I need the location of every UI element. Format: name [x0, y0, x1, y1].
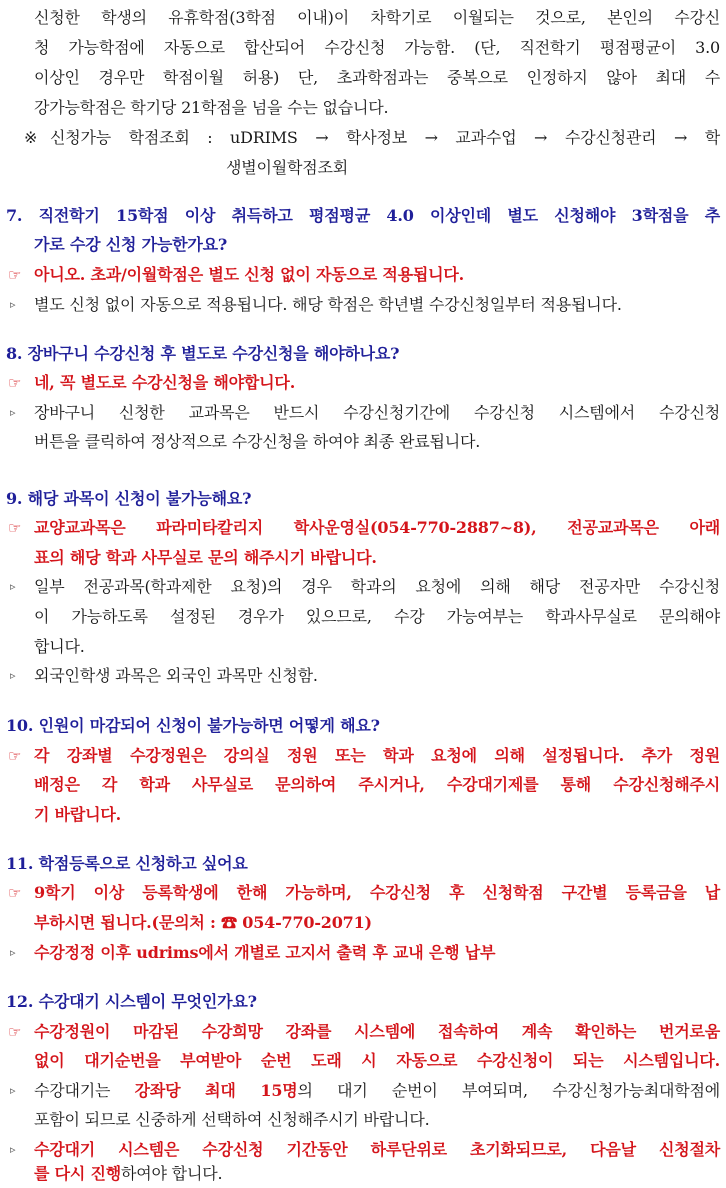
bullet-icon: ▹: [10, 298, 16, 311]
bullet-icon: ▹: [10, 580, 16, 593]
bullet-highlight: 강좌당 최대 15명: [134, 1081, 298, 1100]
answer-text: 부하시면 됩니다.(문의처 : ☎ 054-770-2071): [34, 913, 372, 932]
hand-pointer-icon: ☞: [8, 884, 22, 902]
bullet-highlight: 수강대기 시스템은 수강신청 기간동안 하루단위로 초기화되므로, 다음날 신청절차: [34, 1140, 720, 1159]
bullet-text-post: 의 대기 순번이 부여되며, 수강신청가능최대학점에: [297, 1081, 720, 1100]
answer-text: 교양교과목은 파라미타칼리지 학사운영실(054-770-2887~8), 전공교과목은 아래: [34, 518, 720, 537]
bullet-icon: ▹: [10, 406, 16, 419]
question-title: 8. 장바구니 수강신청 후 별도로 수강신청을 해야하나요?: [6, 344, 400, 363]
bullet-text: [34, 1162, 720, 1186]
answer-text: 배정은 각 학과 사무실로 문의하여 주시거나, 수강대기제를 통해 수강신청해주시: [34, 775, 720, 794]
intro-line: 이상인 경우만 학점이월 허용) 단, 초과학점과는 중복으로 인정하지 않아 최대 수: [34, 68, 720, 87]
note-text: 신청가능 학점조회 : uDRIMS → 학사정보 → 교과수업 → 수강신청관리 → 학: [50, 128, 720, 147]
bullet-text: 이 가능하도록 설정된 경우가 있으므로, 수강 가능여부는 학과사무실로 문의해야: [34, 607, 720, 626]
bullet-text: 장바구니 신청한 교과목은 반드시 수강신청기간에 수강신청 시스템에서 수강신청: [34, 403, 720, 422]
question-title: 가로 수강 신청 가능한가요?: [34, 235, 228, 254]
intro-line: 신청한 학생의 유휴학점(3학점 이내)이 차학기로 이월되는 것으로, 본인의 수강신: [34, 8, 720, 27]
answer-text: 기 바랍니다.: [34, 805, 122, 824]
intro-line: 청 가능학점에 자동으로 합산되어 수강신청 가능함. (단, 직전학기 평점평균이 3.0: [34, 38, 720, 57]
answer-text: 9학기 이상 등록학생에 한해 가능하며, 수강신청 후 신청학점 구간별 등록금을 납: [34, 883, 720, 902]
answer-text: 표의 해당 학과 사무실로 문의 해주시기 바랍니다.: [34, 548, 377, 567]
question-title: 12. 수강대기 시스템이 무엇인가요?: [6, 992, 257, 1011]
bullet-text-post: 하여야 합니다.: [121, 1164, 223, 1183]
bullet-text: [34, 1079, 720, 1103]
answer-text: 없이 대기순번을 부여받아 순번 도래 시 자동으로 수강신청이 되는 시스템입니다.: [34, 1051, 720, 1070]
bullet-text: 일부 전공과목(학과제한 요청)의 경우 학과의 요청에 의해 해당 전공자만 수강신청: [34, 577, 720, 596]
note-mark: ※: [24, 128, 38, 147]
bullet-icon: ▹: [10, 1084, 16, 1097]
hand-pointer-icon: ☞: [8, 519, 22, 537]
answer-text: 각 강좌별 수강정원은 강의실 정원 또는 학과 요청에 의해 설정됩니다. 추가 정원: [34, 746, 720, 765]
note-text: 생별이월학점조회: [226, 158, 349, 177]
bullet-text: 별도 신청 없이 자동으로 적용됩니다. 해당 학점은 학년별 수강신청일부터 적용됩니다.: [34, 295, 622, 314]
bullet-icon: ▹: [10, 669, 16, 682]
bullet-text: 버튼을 클릭하여 정상적으로 수강신청을 하여야 최종 완료됩니다.: [34, 432, 481, 451]
bullet-text: 외국인학생 과목은 외국인 과목만 신청함.: [34, 666, 318, 685]
hand-pointer-icon: ☞: [8, 374, 22, 392]
question-title: 9. 해당 과목이 신청이 불가능해요?: [6, 489, 252, 508]
answer-text: 수강정원이 마감된 수강희망 강좌를 시스템에 접속하여 계속 확인하는 번거로움: [34, 1022, 720, 1041]
question-title: 7. 직전학기 15학점 이상 취득하고 평점평균 4.0 이상인데 별도 신청해야 3학점을 추: [6, 206, 720, 225]
hand-pointer-icon: ☞: [8, 747, 22, 765]
bullet-text: 수강정정 이후 udrims에서 개별로 고지서 출력 후 교내 은행 납부: [34, 943, 496, 962]
intro-line: 강가능학점은 학기당 21학점을 넘을 수는 없습니다.: [34, 98, 389, 117]
hand-pointer-icon: ☞: [8, 266, 22, 284]
hand-pointer-icon: ☞: [8, 1023, 22, 1041]
bullet-text-pre: 수강대기는: [34, 1081, 135, 1100]
bullet-icon: ▹: [10, 1143, 16, 1156]
answer-text: 아니오. 초과/이월학점은 별도 신청 없이 자동으로 적용됩니다.: [34, 265, 465, 284]
bullet-icon: ▹: [10, 946, 16, 959]
question-title: 10. 인원이 마감되어 신청이 불가능하면 어떻게 해요?: [6, 716, 380, 735]
question-title: 11. 학점등록으로 신청하고 싶어요: [6, 854, 248, 873]
bullet-text: 합니다.: [34, 637, 85, 656]
bullet-highlight: 를 다시 진행: [34, 1164, 122, 1183]
answer-text: 네, 꼭 별도로 수강신청을 해야합니다.: [34, 373, 296, 392]
bullet-text: 포함이 되므로 신중하게 선택하여 신청해주시기 바랍니다.: [34, 1110, 430, 1129]
